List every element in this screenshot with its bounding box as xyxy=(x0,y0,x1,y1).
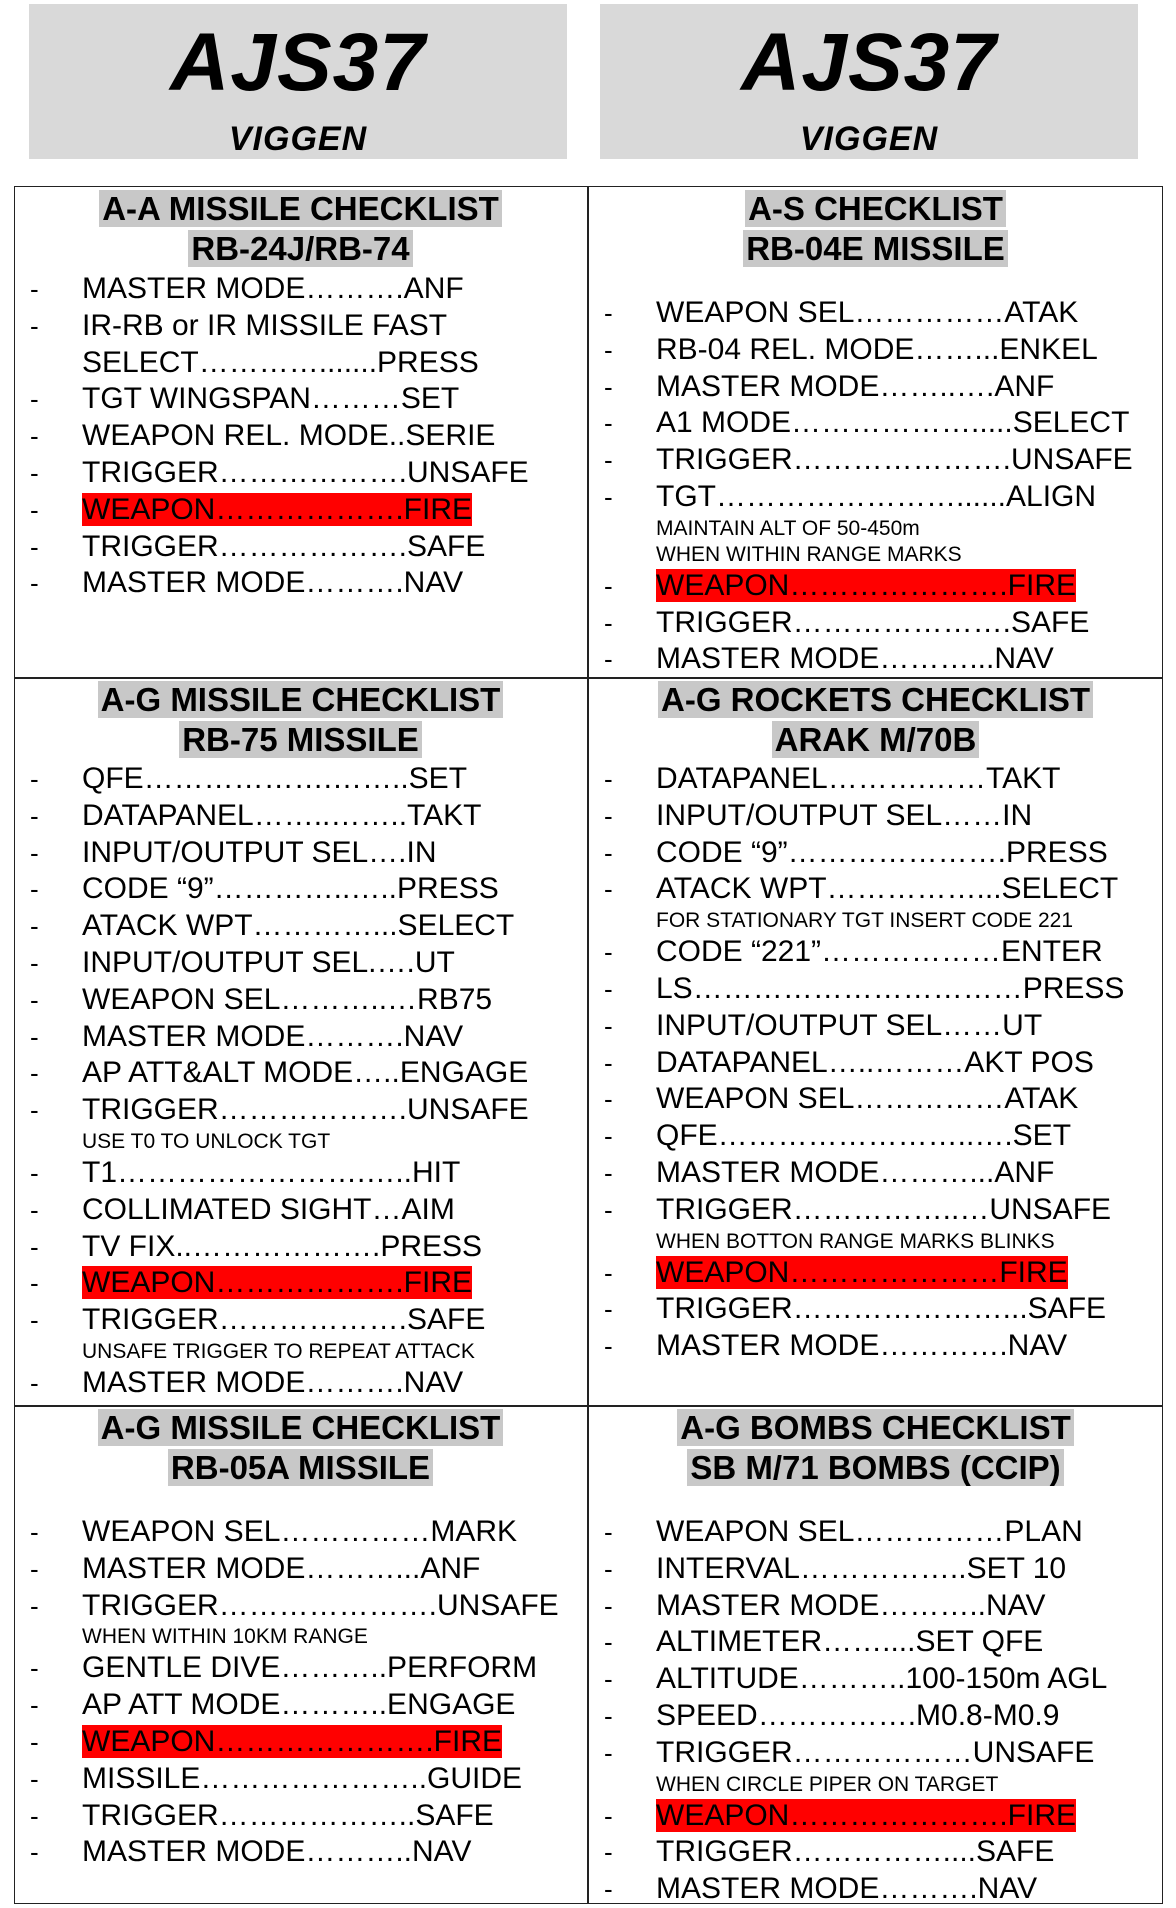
checklist-item: - INPUT/OUTPUT SEL….IN xyxy=(14,835,587,872)
checklist-note: WHEN WITHIN RANGE MARKS xyxy=(656,542,962,566)
header-right-title: AJS37 xyxy=(741,17,997,108)
panel-aa-missile xyxy=(14,189,587,602)
checklist-item: - TRIGGER……………….SAFE xyxy=(14,1302,587,1339)
checklist-item: - TRIGGER………………..SAFE xyxy=(14,1798,587,1835)
checklist-item-fire xyxy=(588,1798,1163,1835)
checklist-item: - TRIGGER…………………...SAFE xyxy=(588,1291,1163,1328)
checklist-item: - WEAPON REL. MODE..SERIE xyxy=(14,418,587,455)
checklist-item: - MISSILE…………………..GUIDE xyxy=(14,1761,587,1798)
checklist-item: - WEAPON SEL……………ATAK xyxy=(588,295,1163,332)
fire-highlight: WEAPON…………………FIRE xyxy=(656,1255,1068,1289)
checklist-item: - MASTER MODE……….ANF xyxy=(14,271,587,308)
checklist-item: - WEAPON SEL……………MARK xyxy=(14,1514,587,1551)
checklist-item: - CODE “9”………………….PRESS xyxy=(588,835,1163,872)
checklist-item: - TRIGGER………………….UNSAFE xyxy=(588,442,1163,479)
fire-highlight: WEAPON……………….FIRE xyxy=(82,1266,473,1300)
checklist-note: MAINTAIN ALT OF 50-450m xyxy=(656,516,920,540)
panel-title-line2: RB-75 MISSILE xyxy=(179,721,422,758)
header-right-subtitle: VIGGEN xyxy=(799,120,939,158)
checklist-item: - DATAPANEL……….……TAKT xyxy=(588,761,1163,798)
checklist-note: WHEN WITHIN 10KM RANGE xyxy=(82,1625,368,1649)
checklist-note: FOR STATIONARY TGT INSERT CODE 221 xyxy=(656,909,1073,933)
checklist-item: - INPUT/OUTPUT SEL……UT xyxy=(588,1008,1163,1045)
checklist-note: WHEN BOTTON RANGE MARKS BLINKS xyxy=(656,1229,1055,1253)
panel-title-line1: A-G ROCKETS CHECKLIST xyxy=(658,681,1093,718)
checklist-item: - MASTER MODE………….NAV xyxy=(588,1328,1163,1365)
header-left xyxy=(29,4,567,159)
checklist-item: - TRIGGER………………….UNSAFE xyxy=(14,1588,587,1625)
checklist xyxy=(588,295,1163,678)
checklist-item: - WEAPON SEL……………PLAN xyxy=(588,1514,1163,1551)
panel-title xyxy=(588,680,1163,720)
header-left-subtitle: VIGGEN xyxy=(228,120,368,158)
checklist-item: - CODE “221”………………ENTER xyxy=(588,934,1163,971)
panel-ag-bombs xyxy=(588,1408,1163,1908)
panel-title-line2: ARAK M/70B xyxy=(772,721,980,758)
checklist-item-continuation: SELECT………….......PRESS xyxy=(82,345,479,379)
panel-title xyxy=(14,680,587,720)
checklist-note: UNSAFE TRIGGER TO REPEAT ATTACK xyxy=(82,1339,475,1363)
checklist-item-fire xyxy=(588,568,1163,605)
checklist xyxy=(588,1514,1163,1908)
checklist-item: - DATAPANEL……..……..TAKT xyxy=(14,798,587,835)
checklist-item: - TRIGGER……………….SAFE xyxy=(14,529,587,566)
fire-highlight: WEAPON………………….FIRE xyxy=(656,568,1077,602)
checklist-item: - CODE “9”…………..…..PRESS xyxy=(14,871,587,908)
panel-ag-rockets xyxy=(588,680,1163,1365)
checklist-item: - QFE……………………..….SET xyxy=(588,1118,1163,1155)
panel-subtitle xyxy=(588,229,1163,269)
checklist-item: - LS……………………………PRESS xyxy=(588,971,1163,1008)
checklist-item: - TGT……………………......ALIGN xyxy=(588,479,1163,516)
checklist-item-fire xyxy=(14,492,587,529)
checklist-item: - TRIGGER……………....SAFE xyxy=(588,1834,1163,1871)
checklist-item: - MASTER MODE……….NAV xyxy=(14,1365,587,1402)
checklist-item: - MASTER MODE……….NAV xyxy=(14,565,587,602)
header-left-title: AJS37 xyxy=(170,17,426,108)
checklist-item: - TRIGGER………………….SAFE xyxy=(588,605,1163,642)
fire-highlight: WEAPON………………….FIRE xyxy=(82,1724,503,1758)
checklist-item: - TGT WINGSPAN………SET xyxy=(14,381,587,418)
panel-subtitle xyxy=(588,1448,1163,1488)
checklist-item: - MASTER MODE………..NAV xyxy=(14,1834,587,1871)
panel-title-line1: A-S CHECKLIST xyxy=(745,190,1006,227)
checklist-item: - MASTER MODE………...ANF xyxy=(14,1551,587,1588)
checklist xyxy=(14,271,587,602)
checklist-item: - IR-RB or IR MISSILE FAST xyxy=(14,308,587,345)
checklist-item: - INPUT/OUTPUT SEL.….UT xyxy=(14,945,587,982)
checklist-item: - COLLIMATED SIGHT…AIM xyxy=(14,1192,587,1229)
checklist-item: - TRIGGER………………UNSAFE xyxy=(588,1735,1163,1772)
panel-title-line2: RB-24J/RB-74 xyxy=(188,230,412,267)
checklist-item: - ATACK WPT……………...SELECT xyxy=(588,871,1163,908)
checklist-item: - ALTIMETER……....SET QFE xyxy=(588,1624,1163,1661)
panel-as-missile xyxy=(588,189,1163,678)
panel-title xyxy=(588,1408,1163,1448)
panel-title-line2: RB-05A MISSILE xyxy=(168,1449,433,1486)
checklist-note: WHEN CIRCLE PIPER ON TARGET xyxy=(656,1772,999,1796)
fire-highlight: WEAPON………………….FIRE xyxy=(656,1798,1077,1832)
checklist-item: - GENTLE DIVE………..PERFORM xyxy=(14,1650,587,1687)
checklist-item: - DATAPANEL…..………AKT POS xyxy=(588,1045,1163,1082)
panel-subtitle xyxy=(14,720,587,760)
checklist-item: - AP ATT MODE………..ENGAGE xyxy=(14,1687,587,1724)
checklist-item-fire xyxy=(14,1724,587,1761)
panel-title-line1: A-A MISSILE CHECKLIST xyxy=(99,190,502,227)
checklist-item: - MASTER MODE………..NAV xyxy=(588,1588,1163,1625)
checklist-item: - TRIGGER……………….UNSAFE xyxy=(14,1092,587,1129)
panel-subtitle xyxy=(14,229,587,269)
checklist-item: - TV FIX..……………….PRESS xyxy=(14,1229,587,1266)
checklist-item: - MASTER MODE……….NAV xyxy=(588,1871,1163,1908)
checklist-item-fire xyxy=(588,1255,1163,1292)
checklist xyxy=(14,1514,587,1871)
checklist-item: - A1 MODE……………….....SELECT xyxy=(588,405,1163,442)
checklist-item: - INPUT/OUTPUT SEL……IN xyxy=(588,798,1163,835)
checklist-item: - MASTER MODE……..….ANF xyxy=(588,369,1163,406)
checklist xyxy=(588,761,1163,1365)
checklist-item: - INTERVAL……………..SET 10 xyxy=(588,1551,1163,1588)
panel-subtitle xyxy=(14,1448,587,1488)
checklist-item: - MASTER MODE………...NAV xyxy=(588,641,1163,678)
checklist xyxy=(14,761,587,1402)
checklist-item-fire xyxy=(14,1265,587,1302)
panel-title xyxy=(14,189,587,229)
panel-title-line1: A-G MISSILE CHECKLIST xyxy=(98,681,504,718)
checklist-item: - TRIGGER……………..…UNSAFE xyxy=(588,1192,1163,1229)
checklist-item: - AP ATT&ALT MODE…..ENGAGE xyxy=(14,1055,587,1092)
checklist-item: - SPEED…………….M0.8-M0.9 xyxy=(588,1698,1163,1735)
checklist-item: - WEAPON SEL……………ATAK xyxy=(588,1081,1163,1118)
checklist-note: USE T0 TO UNLOCK TGT xyxy=(82,1129,331,1153)
panel-title-line2: RB-04E MISSILE xyxy=(743,230,1008,267)
grid-divider-row2 xyxy=(14,1405,1163,1407)
panel-subtitle xyxy=(588,720,1163,760)
checklist-item: - T1…………………….…..HIT xyxy=(14,1155,587,1192)
panel-ag-missile-rb05 xyxy=(14,1408,587,1871)
checklist-item: - RB-04 REL. MODE……...ENKEL xyxy=(588,332,1163,369)
panel-title-line1: A-G BOMBS CHECKLIST xyxy=(677,1409,1074,1446)
panel-ag-missile-rb75 xyxy=(14,680,587,1402)
panel-title xyxy=(588,189,1163,229)
checklist-item: - ATACK WPT…………...SELECT xyxy=(14,908,587,945)
checklist-item: - TRIGGER……………….UNSAFE xyxy=(14,455,587,492)
checklist-item: - ALTITUDE………..100-150m AGL xyxy=(588,1661,1163,1698)
header-right xyxy=(600,4,1138,159)
checklist-item: - MASTER MODE………...ANF xyxy=(588,1155,1163,1192)
panel-title xyxy=(14,1408,587,1448)
checklist-item: - WEAPON SEL………..…RB75 xyxy=(14,982,587,1019)
panel-title-line1: A-G MISSILE CHECKLIST xyxy=(98,1409,504,1446)
panel-title-line2: SB M/71 BOMBS (CCIP) xyxy=(687,1449,1063,1486)
checklist-item: - MASTER MODE……….NAV xyxy=(14,1019,587,1056)
checklist-item: - QFE……………….……..SET xyxy=(14,761,587,798)
fire-highlight: WEAPON……………….FIRE xyxy=(82,492,473,526)
